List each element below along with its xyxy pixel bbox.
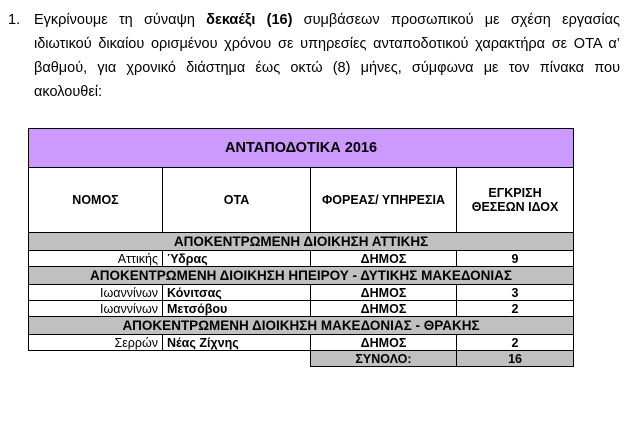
total-row: [29, 351, 574, 367]
header-nomos: ΝΟΜΟΣ: [29, 168, 163, 233]
cell-ota: Κόνιτσας: [163, 285, 311, 301]
paragraph-number: 1.: [8, 12, 21, 28]
decision-paragraph: [8, 8, 620, 104]
region-row: [29, 267, 574, 285]
blank-cell: [163, 351, 311, 367]
positions-table: [28, 128, 574, 367]
paragraph-line-2: ιδιωτικού δικαίου ορισμένου χρόνου σε υπηρεσίες ανταποδοτικού χαρακτήρα σε ΟΤΑ α’: [34, 36, 620, 52]
header-foreas: ΦΟΡΕΑΣ/ ΥΠΗΡΕΣΙΑ: [311, 168, 457, 233]
header-approval: ΕΓΚΡΙΣΗ ΘΕΣΕΩΝ ΙΔΟΧ: [457, 168, 574, 233]
region-name: ΑΠΟΚΕΝΤΡΩΜΕΝΗ ΔΙΟΙΚΗΣΗ ΜΑΚΕΔΟΝΙΑΣ - ΘΡΑΚΗΣ: [29, 317, 574, 335]
cell-foreas: ΔΗΜΟΣ: [311, 301, 457, 317]
table-row: [29, 285, 574, 301]
cell-foreas: ΔΗΜΟΣ: [311, 335, 457, 351]
table-header-row: [29, 168, 574, 233]
paragraph-line-1: [34, 8, 620, 32]
total-value: 16: [457, 351, 574, 367]
cell-nomos: Ιωαννίνων: [29, 285, 163, 301]
cell-ota: Νέας Ζίχνης: [163, 335, 311, 351]
table-row: [29, 301, 574, 317]
cell-nomos: Σερρών: [29, 335, 163, 351]
cell-foreas: ΔΗΜΟΣ: [311, 251, 457, 267]
cell-nomos: Ιωαννίνων: [29, 301, 163, 317]
table-row: [29, 335, 574, 351]
header-ota: ΟΤΑ: [163, 168, 311, 233]
cell-ota: Μετσόβου: [163, 301, 311, 317]
cell-count: 9: [457, 251, 574, 267]
blank-cell: [29, 351, 163, 367]
cell-count: 2: [457, 301, 574, 317]
paragraph-line-1-start: Εγκρίνουμε τη σύναψη: [34, 12, 195, 28]
total-label: ΣΥΝΟΛΟ:: [311, 351, 457, 367]
paragraph-line-1-end: συμβάσεων προσωπικού με σχέση εργασίας: [303, 12, 621, 28]
table-title-row: [29, 129, 574, 168]
cell-count: 2: [457, 335, 574, 351]
paragraph-line-4: ακολουθεί:: [34, 84, 103, 100]
cell-ota: Ύδρας: [163, 251, 311, 267]
region-row: [29, 233, 574, 251]
cell-nomos: Αττικής: [29, 251, 163, 267]
paragraph-text: [34, 8, 620, 104]
cell-foreas: ΔΗΜΟΣ: [311, 285, 457, 301]
table-title: ΑΝΤΑΠΟΔΟΤΙΚΑ 2016: [29, 129, 574, 168]
table-row: [29, 251, 574, 267]
region-row: [29, 317, 574, 335]
region-name: ΑΠΟΚΕΝΤΡΩΜΕΝΗ ΔΙΟΙΚΗΣΗ ΑΤΤΙΚΗΣ: [29, 233, 574, 251]
region-name: ΑΠΟΚΕΝΤΡΩΜΕΝΗ ΔΙΟΙΚΗΣΗ ΗΠΕΙΡΟΥ - ΔΥΤΙΚΗΣ ΜΑΚΕΔΟΝΙΑΣ: [29, 267, 574, 285]
paragraph-line-3: βαθμού, για χρονικό διάστημα έως οκτώ (8) μήνες, σύμφωνα με τον πίνακα που: [34, 60, 620, 76]
cell-count: 3: [457, 285, 574, 301]
paragraph-bold-count: δεκαέξι (16): [206, 12, 293, 28]
